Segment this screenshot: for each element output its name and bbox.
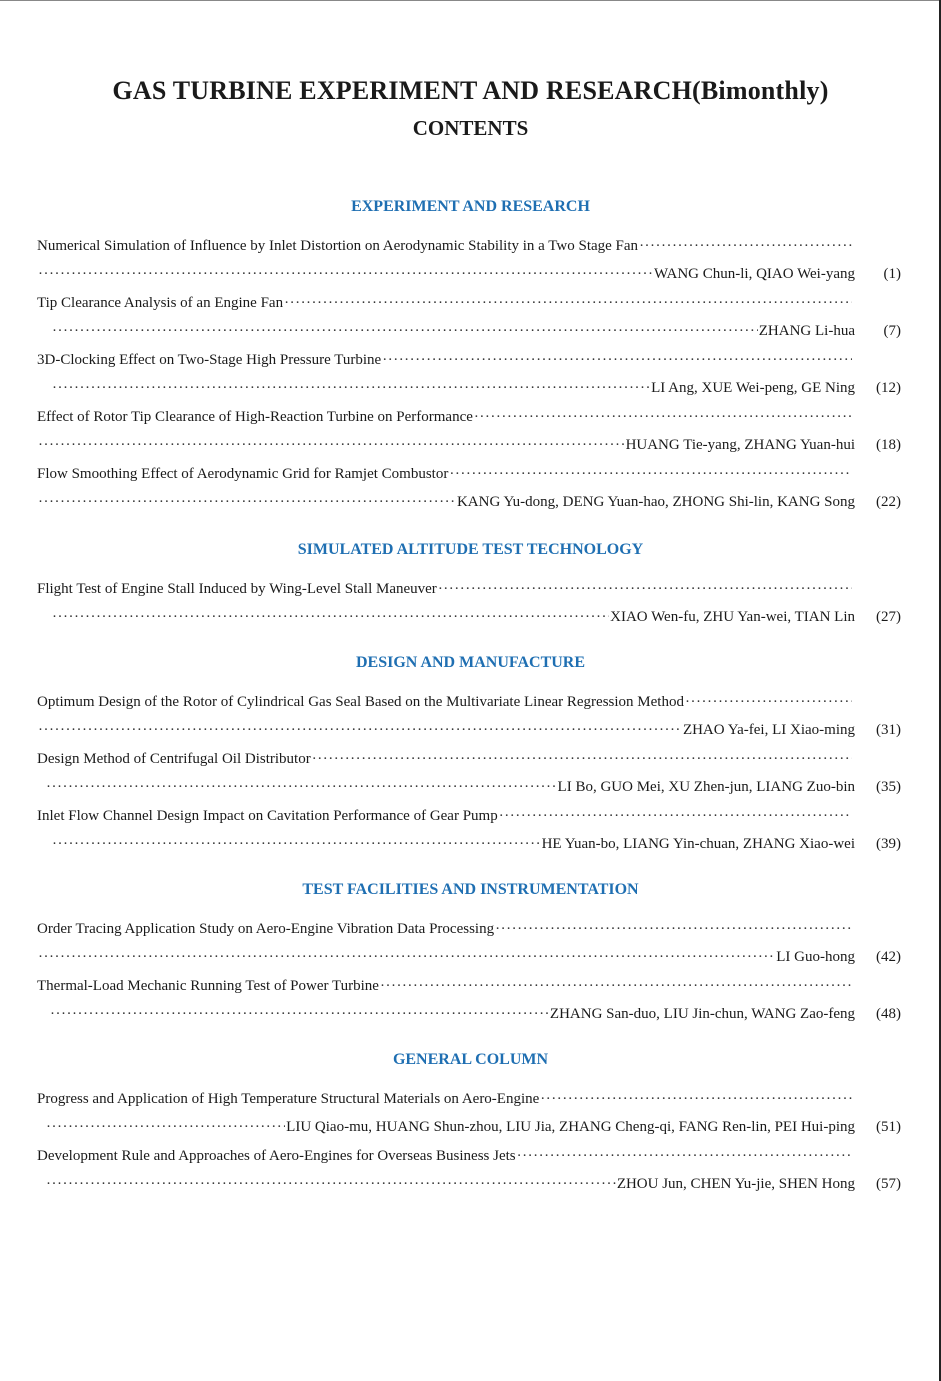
article-title: Optimum Design of the Rotor of Cylindrical Gas Seal Based on the Multivariate Linear Regression Method	[37, 694, 684, 710]
page-number: (39)	[876, 836, 901, 852]
dot-leader	[46, 1117, 285, 1137]
toc-entry-title-line[interactable]	[37, 1089, 853, 1109]
dot-leader	[639, 236, 852, 256]
section-heading: DESIGN AND MANUFACTURE	[355, 654, 586, 671]
toc-entry-title-line[interactable]	[37, 692, 853, 712]
toc-entry-title-line[interactable]	[37, 749, 853, 769]
section-heading: TEST FACILITIES AND INSTRUMENTATION	[302, 881, 639, 898]
article-authors: ZHANG San-duo, LIU Jin-chun, WANG Zao-feng	[549, 1006, 855, 1022]
page-number: (48)	[876, 1006, 901, 1022]
toc-entry-title-line[interactable]	[37, 1146, 853, 1166]
toc-entry-title-line[interactable]	[37, 350, 853, 370]
toc-entry-title-line[interactable]	[37, 976, 853, 996]
dot-leader	[449, 464, 852, 484]
page-number: (1)	[883, 266, 901, 282]
toc-entry-author-line[interactable]	[51, 321, 855, 341]
dot-leader	[38, 264, 653, 284]
article-title: Effect of Rotor Tip Clearance of High-Reaction Turbine on Performance	[37, 409, 473, 425]
article-title: Numerical Simulation of Influence by Inlet Distortion on Aerodynamic Stability in a Two Stage Fan	[37, 238, 639, 254]
page-number: (27)	[876, 609, 901, 625]
page-number: (57)	[876, 1176, 901, 1192]
article-title: Design Method of Centrifugal Oil Distributor	[37, 751, 311, 767]
toc-entry-title-line[interactable]	[37, 806, 853, 826]
toc-entry-author-line[interactable]	[45, 777, 855, 797]
article-title: Development Rule and Approaches of Aero-Engines for Overseas Business Jets	[37, 1148, 516, 1164]
toc-entry-author-line[interactable]	[37, 492, 855, 512]
top-border	[0, 0, 941, 1]
dot-leader	[284, 293, 852, 313]
dot-leader	[474, 407, 852, 427]
article-authors: XIAO Wen-fu, ZHU Yan-wei, TIAN Lin	[610, 609, 855, 625]
toc-entry-author-line[interactable]	[51, 607, 855, 627]
article-title: 3D-Clocking Effect on Two-Stage High Pressure Turbine	[37, 352, 382, 368]
dot-leader	[46, 1174, 616, 1194]
dot-leader	[50, 1004, 549, 1024]
dot-leader	[382, 350, 852, 370]
article-title: Order Tracing Application Study on Aero-Engine Vibration Data Processing	[37, 921, 495, 937]
article-authors: LI Ang, XUE Wei-peng, GE Ning	[651, 380, 855, 396]
toc-entry-author-line[interactable]	[37, 264, 855, 284]
article-authors: KANG Yu-dong, DENG Yuan-hao, ZHONG Shi-lin, KANG Song	[456, 494, 855, 510]
journal-title: GAS TURBINE EXPERIMENT AND RESEARCH(Bimonthly)	[112, 76, 829, 105]
toc-entry-title-line[interactable]	[37, 293, 853, 313]
dot-leader	[495, 919, 852, 939]
dot-leader	[52, 321, 758, 341]
dot-leader	[52, 834, 541, 854]
article-title: Thermal-Load Mechanic Running Test of Power Turbine	[37, 978, 379, 994]
dot-leader	[38, 435, 625, 455]
toc-entry-author-line[interactable]	[51, 834, 855, 854]
dot-leader	[38, 720, 682, 740]
article-authors: WANG Chun-li, QIAO Wei-yang	[654, 266, 855, 282]
page-number: (7)	[883, 323, 901, 339]
dot-leader	[380, 976, 852, 996]
toc-entry-author-line[interactable]	[51, 378, 855, 398]
toc-entry-author-line[interactable]	[49, 1004, 855, 1024]
dot-leader	[46, 777, 557, 797]
toc-entry-author-line[interactable]	[37, 720, 855, 740]
page-number: (22)	[876, 494, 901, 510]
dot-leader	[517, 1146, 852, 1166]
article-title: Flow Smoothing Effect of Aerodynamic Grid for Ramjet Combustor	[37, 466, 449, 482]
article-authors: ZHANG Li-hua	[758, 323, 855, 339]
page-number: (31)	[876, 722, 901, 738]
dot-leader	[52, 607, 609, 627]
toc-entry-author-line[interactable]	[37, 947, 855, 967]
toc-entry-author-line[interactable]	[37, 435, 855, 455]
article-authors: HE Yuan-bo, LIANG Yin-chuan, ZHANG Xiao-wei	[541, 836, 855, 852]
toc-entry-author-line[interactable]	[45, 1174, 855, 1194]
page-number: (42)	[876, 949, 901, 965]
section-heading: EXPERIMENT AND RESEARCH	[351, 198, 590, 215]
article-authors: LIU Qiao-mu, HUANG Shun-zhou, LIU Jia, ZHANG Cheng-qi, FANG Ren-lin, PEI Hui-ping	[286, 1119, 855, 1135]
article-authors: ZHAO Ya-fei, LI Xiao-ming	[682, 722, 855, 738]
toc-entry-title-line[interactable]	[37, 407, 853, 427]
dot-leader	[38, 947, 775, 967]
dot-leader	[685, 692, 852, 712]
article-title: Tip Clearance Analysis of an Engine Fan	[37, 295, 284, 311]
article-title: Progress and Application of High Temperature Structural Materials on Aero-Engine	[37, 1091, 540, 1107]
dot-leader	[52, 378, 650, 398]
section-heading: GENERAL COLUMN	[392, 1051, 549, 1068]
page-number: (35)	[876, 779, 901, 795]
page-number: (12)	[876, 380, 901, 396]
toc-entry-title-line[interactable]	[37, 236, 853, 256]
article-authors: LI Guo-hong	[776, 949, 855, 965]
dot-leader	[499, 806, 852, 826]
dot-leader	[38, 492, 456, 512]
article-title: Flight Test of Engine Stall Induced by Wing-Level Stall Maneuver	[37, 581, 437, 597]
article-authors: ZHOU Jun, CHEN Yu-jie, SHEN Hong	[616, 1176, 855, 1192]
toc-entry-title-line[interactable]	[37, 464, 853, 484]
contents-heading: CONTENTS	[412, 116, 529, 140]
page-number: (51)	[876, 1119, 901, 1135]
article-title: Inlet Flow Channel Design Impact on Cavitation Performance of Gear Pump	[37, 808, 498, 824]
article-authors: LI Bo, GUO Mei, XU Zhen-jun, LIANG Zuo-bin	[557, 779, 855, 795]
dot-leader	[438, 579, 852, 599]
dot-leader	[312, 749, 852, 769]
toc-entry-title-line[interactable]	[37, 579, 853, 599]
toc-entry-title-line[interactable]	[37, 919, 853, 939]
section-heading: SIMULATED ALTITUDE TEST TECHNOLOGY	[297, 541, 644, 558]
page-number: (18)	[876, 437, 901, 453]
dot-leader	[540, 1089, 852, 1109]
toc-entry-author-line[interactable]	[45, 1117, 855, 1137]
article-authors: HUANG Tie-yang, ZHANG Yuan-hui	[625, 437, 855, 453]
